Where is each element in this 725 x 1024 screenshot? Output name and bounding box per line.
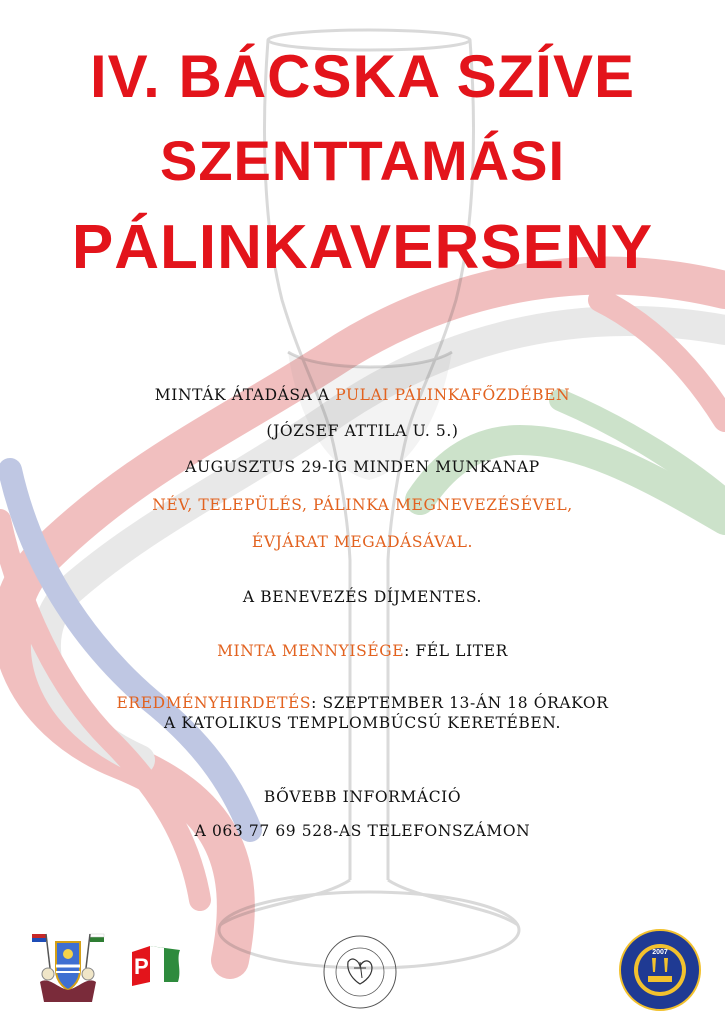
svg-text:P: P	[134, 954, 149, 979]
info-line-vintage: ÉVJÁRAT MEGADÁSÁVAL.	[251, 533, 474, 551]
info-line-results-venue: A KATOLIKUS TEMPLOMBÚCSÚ KERETÉBEN.	[164, 714, 561, 732]
sample-quantity-label: MINTA MENNYISÉGE	[217, 642, 405, 660]
info-line-sample-quantity	[0, 642, 725, 660]
knightly-order-year: 2007	[652, 949, 668, 956]
title-line-1: IV. BÁCSKA SZÍVE	[89, 43, 635, 110]
palinka-knightly-order-logo	[618, 928, 702, 1012]
info-line-free-entry: A BENEVEZÉS DÍJMENTES.	[242, 588, 483, 606]
info-line-phone: A 063 77 69 528-AS TELEFONSZÁMON	[194, 822, 531, 840]
info-line-delivery-text: MINTÁK ÁTADÁSA A	[154, 386, 336, 404]
info-line-delivery	[0, 386, 725, 404]
results-label: EREDMÉNYHIRDETÉS	[116, 694, 312, 712]
results-date: : SZEPTEMBER 13-ÁN 18 ÓRAKOR	[311, 694, 609, 712]
title-line-3: PÁLINKAVERSENY	[71, 213, 654, 282]
info-line-deadline: AUGUSZTUS 29-IG MINDEN MUNKANAP	[185, 458, 540, 476]
sample-quantity-value: : FÉL LITER	[404, 642, 508, 660]
municipal-coat-of-arms-logo	[28, 928, 108, 1008]
title-line-2: SZENTTAMÁSI	[159, 129, 566, 192]
pulai-distillery-logo	[130, 942, 184, 988]
info-line-address: (JÓZSEF ATTILA U. 5.)	[266, 422, 459, 440]
info-line-more-info: BŐVEBB INFORMÁCIÓ	[263, 788, 462, 806]
info-line-delivery-place: PULAI PÁLINKAFŐZDÉBEN	[335, 386, 571, 404]
info-line-results	[0, 694, 725, 712]
info-line-requirements: NÉV, TELEPÜLÉS, PÁLINKA MEGNEVEZÉSÉVEL,	[152, 496, 573, 514]
competition-stamp-logo	[318, 932, 402, 1012]
